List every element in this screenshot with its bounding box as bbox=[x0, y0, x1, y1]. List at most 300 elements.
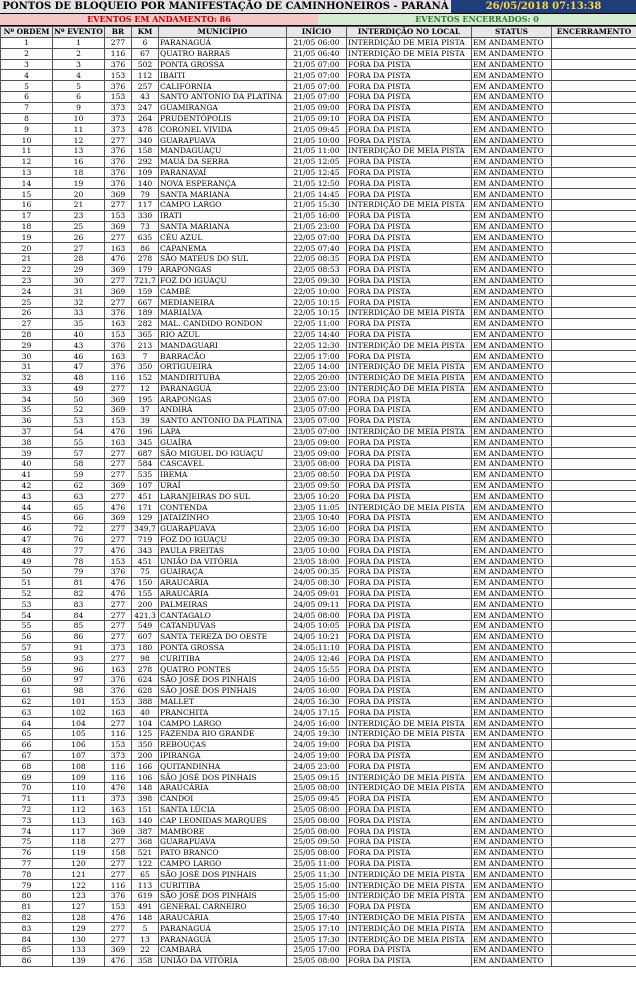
cell-km: 86 bbox=[132, 243, 159, 254]
cell-km: 213 bbox=[132, 340, 159, 351]
cell-evento: 27 bbox=[53, 243, 105, 254]
cell-br: 376 bbox=[105, 675, 132, 686]
table-row bbox=[1, 944, 636, 955]
cell-municipio: PARANAGUÁ bbox=[159, 38, 287, 49]
cell-municipio: PRUDENTÓPOLIS bbox=[159, 113, 287, 124]
cell-status: EM ANDAMENTO bbox=[472, 48, 552, 59]
cell-ordem: 71 bbox=[1, 793, 53, 804]
cell-inicio: 21/05 06:00 bbox=[287, 38, 347, 49]
cell-interdicao: FORA DA PISTA bbox=[347, 815, 472, 826]
cell-ordem: 24 bbox=[1, 286, 53, 297]
cell-inicio: 24/05 16:00 bbox=[287, 718, 347, 729]
header-evento: Nº EVENTO bbox=[54, 27, 103, 36]
cell-municipio: CORONEL VIVIDA bbox=[159, 124, 287, 135]
cell-inicio: 25/05 09:50 bbox=[287, 836, 347, 847]
cell-ordem: 75 bbox=[1, 836, 53, 847]
cell-ordem: 28 bbox=[1, 329, 53, 340]
cell-municipio: PALMEIRAS bbox=[159, 599, 287, 610]
cell-km: 98 bbox=[132, 653, 159, 664]
cell-municipio: CANDOI bbox=[159, 793, 287, 804]
cell-status: EM ANDAMENTO bbox=[472, 286, 552, 297]
cell-evento: 40 bbox=[53, 329, 105, 340]
cell-status: EM ANDAMENTO bbox=[472, 361, 552, 372]
cell-status: EM ANDAMENTO bbox=[472, 459, 552, 470]
cell-status: EM ANDAMENTO bbox=[472, 318, 552, 329]
table-row bbox=[1, 847, 636, 858]
cell-inicio: 25/05 11:00 bbox=[287, 858, 347, 869]
cell-interdicao: FORA DA PISTA bbox=[347, 534, 472, 545]
cell-inicio: 24/05 16:30 bbox=[287, 696, 347, 707]
cell-interdicao: FORA DA PISTA bbox=[347, 545, 472, 556]
cell-inicio: 23/05 11:05 bbox=[287, 502, 347, 513]
cell-encerramento bbox=[552, 264, 636, 275]
cell-interdicao: FORA DA PISTA bbox=[347, 70, 472, 81]
cell-br: 277 bbox=[105, 297, 132, 308]
cell-inicio: 21/05 07:00 bbox=[287, 91, 347, 102]
cell-municipio: REBOUÇAS bbox=[159, 739, 287, 750]
cell-br: 153 bbox=[105, 415, 132, 426]
cell-municipio: SANTA LÚCIA bbox=[159, 804, 287, 815]
cell-inicio: 24/05 08:30 bbox=[287, 577, 347, 588]
cell-ordem: 5 bbox=[1, 81, 53, 92]
cell-km: 195 bbox=[132, 394, 159, 405]
table-row bbox=[1, 415, 636, 426]
cell-interdicao: FORA DA PISTA bbox=[347, 610, 472, 621]
cell-municipio: FAZENDA RIO GRANDE bbox=[159, 729, 287, 740]
table-row bbox=[1, 178, 636, 189]
cell-encerramento bbox=[552, 415, 636, 426]
cell-br: 369 bbox=[105, 944, 132, 955]
cell-br: 277 bbox=[105, 275, 132, 286]
cell-encerramento bbox=[552, 610, 636, 621]
cell-municipio: ARAUCÁRIA bbox=[159, 577, 287, 588]
cell-status: EM ANDAMENTO bbox=[472, 826, 552, 837]
cell-ordem: 14 bbox=[1, 178, 53, 189]
cell-km: 148 bbox=[132, 782, 159, 793]
cell-km: 584 bbox=[132, 459, 159, 470]
cell-status: EM ANDAMENTO bbox=[472, 675, 552, 686]
cell-status: EM ANDAMENTO bbox=[472, 448, 552, 459]
cell-ordem: 69 bbox=[1, 772, 53, 783]
cell-km: 549 bbox=[132, 621, 159, 632]
cell-encerramento bbox=[552, 513, 636, 524]
cell-municipio: FOZ DO IGUAÇU bbox=[159, 275, 287, 286]
cell-ordem: 4 bbox=[1, 70, 53, 81]
cell-inicio: 24/05 12:46 bbox=[287, 653, 347, 664]
cell-br: 376 bbox=[105, 156, 132, 167]
cell-encerramento bbox=[552, 383, 636, 394]
cell-municipio: CÉU AZUL bbox=[159, 232, 287, 243]
cell-interdicao: FORA DA PISTA bbox=[347, 955, 472, 966]
cell-municipio: QUATRO BARRAS bbox=[159, 48, 287, 59]
report-datetime: 26/05/2018 07:13:38 bbox=[451, 0, 636, 13]
cell-ordem: 39 bbox=[1, 448, 53, 459]
cell-status: EM ANDAMENTO bbox=[472, 232, 552, 243]
cell-inicio: 22/05 14:00 bbox=[287, 361, 347, 372]
cell-br: 153 bbox=[105, 210, 132, 221]
cell-interdicao: FORA DA PISTA bbox=[347, 469, 472, 480]
cell-municipio: CAMPO LARGO bbox=[159, 718, 287, 729]
cell-br: 369 bbox=[105, 286, 132, 297]
cell-br: 369 bbox=[105, 826, 132, 837]
cell-interdicao: FORA DA PISTA bbox=[347, 448, 472, 459]
cell-status: EM ANDAMENTO bbox=[472, 955, 552, 966]
cell-evento: 23 bbox=[53, 210, 105, 221]
cell-br: 163 bbox=[105, 318, 132, 329]
cell-interdicao: INTERDIÇÃO DE MEIA PISTA bbox=[347, 502, 472, 513]
cell-km: 388 bbox=[132, 696, 159, 707]
cell-km: 179 bbox=[132, 264, 159, 275]
events-table bbox=[0, 26, 636, 967]
cell-ordem: 35 bbox=[1, 405, 53, 416]
cell-br: 277 bbox=[105, 858, 132, 869]
cell-municipio: BARRACÃO bbox=[159, 351, 287, 362]
cell-status: EM ANDAMENTO bbox=[472, 297, 552, 308]
cell-ordem: 18 bbox=[1, 221, 53, 232]
cell-evento: 139 bbox=[53, 955, 105, 966]
cell-br: 376 bbox=[105, 167, 132, 178]
cell-municipio: CONTENDA bbox=[159, 502, 287, 513]
cell-encerramento bbox=[552, 556, 636, 567]
cell-interdicao: FORA DA PISTA bbox=[347, 59, 472, 70]
cell-inicio: 21/05 15:30 bbox=[287, 199, 347, 210]
cell-inicio: 24/05 10:21 bbox=[287, 631, 347, 642]
cell-inicio: 23/05 10:00 bbox=[287, 545, 347, 556]
cell-km: 368 bbox=[132, 836, 159, 847]
cell-encerramento bbox=[552, 836, 636, 847]
cell-evento: 102 bbox=[53, 707, 105, 718]
cell-evento: 79 bbox=[53, 567, 105, 578]
cell-municipio: CAPANEMA bbox=[159, 243, 287, 254]
cell-ordem: 54 bbox=[1, 610, 53, 621]
cell-municipio: IBAITI bbox=[159, 70, 287, 81]
cell-br: 277 bbox=[105, 448, 132, 459]
cell-encerramento bbox=[552, 707, 636, 718]
cell-evento: 32 bbox=[53, 297, 105, 308]
table-row bbox=[1, 491, 636, 502]
cell-inicio: 23/05 10:40 bbox=[287, 513, 347, 524]
cell-ordem: 62 bbox=[1, 696, 53, 707]
cell-evento: 6 bbox=[53, 91, 105, 102]
cell-interdicao: FORA DA PISTA bbox=[347, 642, 472, 653]
table-row bbox=[1, 923, 636, 934]
cell-municipio: URAÍ bbox=[159, 480, 287, 491]
cell-br: 277 bbox=[105, 459, 132, 470]
table-row bbox=[1, 210, 636, 221]
cell-evento: 4 bbox=[53, 70, 105, 81]
cell-br: 476 bbox=[105, 577, 132, 588]
cell-evento: 13 bbox=[53, 145, 105, 156]
cell-km: 117 bbox=[132, 199, 159, 210]
cell-km: 624 bbox=[132, 675, 159, 686]
cell-interdicao: FORA DA PISTA bbox=[347, 189, 472, 200]
cell-evento: 86 bbox=[53, 631, 105, 642]
cell-br: 376 bbox=[105, 307, 132, 318]
cell-inicio: 23/05 07:00 bbox=[287, 426, 347, 437]
cell-interdicao: FORA DA PISTA bbox=[347, 847, 472, 858]
cell-status: EM ANDAMENTO bbox=[472, 610, 552, 621]
cell-evento: 52 bbox=[53, 405, 105, 416]
cell-br: 153 bbox=[105, 329, 132, 340]
cell-encerramento bbox=[552, 145, 636, 156]
cell-inicio: 24/05 09:11 bbox=[287, 599, 347, 610]
cell-km: 73 bbox=[132, 221, 159, 232]
cell-evento: 82 bbox=[53, 588, 105, 599]
cell-km: 12 bbox=[132, 383, 159, 394]
cell-encerramento bbox=[552, 156, 636, 167]
cell-interdicao: FORA DA PISTA bbox=[347, 696, 472, 707]
table-row bbox=[1, 426, 636, 437]
table-row bbox=[1, 437, 636, 448]
cell-ordem: 53 bbox=[1, 599, 53, 610]
cell-status: EM ANDAMENTO bbox=[472, 199, 552, 210]
cell-status: EM ANDAMENTO bbox=[472, 145, 552, 156]
cell-encerramento bbox=[552, 567, 636, 578]
table-row bbox=[1, 340, 636, 351]
cell-br: 116 bbox=[105, 772, 132, 783]
table-row bbox=[1, 577, 636, 588]
cell-br: 116 bbox=[105, 372, 132, 383]
cell-evento: 117 bbox=[53, 826, 105, 837]
cell-encerramento bbox=[552, 826, 636, 837]
cell-km: 75 bbox=[132, 567, 159, 578]
cell-interdicao: INTERDIÇÃO DE MEIA PISTA bbox=[347, 340, 472, 351]
cell-inicio: 23/05 07:00 bbox=[287, 415, 347, 426]
cell-km: 278 bbox=[132, 253, 159, 264]
cell-km: 13 bbox=[132, 934, 159, 945]
cell-interdicao: FORA DA PISTA bbox=[347, 513, 472, 524]
cell-ordem: 30 bbox=[1, 351, 53, 362]
cell-status: EM ANDAMENTO bbox=[472, 923, 552, 934]
cell-status: EM ANDAMENTO bbox=[472, 426, 552, 437]
cell-encerramento bbox=[552, 372, 636, 383]
table-row bbox=[1, 221, 636, 232]
cell-status: EM ANDAMENTO bbox=[472, 869, 552, 880]
cell-inicio: 21/05 14:45 bbox=[287, 189, 347, 200]
cell-encerramento bbox=[552, 599, 636, 610]
cell-inicio: 22/05 11:00 bbox=[287, 318, 347, 329]
cell-encerramento bbox=[552, 286, 636, 297]
cell-inicio: 22/05 09:30 bbox=[287, 534, 347, 545]
cell-interdicao: FORA DA PISTA bbox=[347, 102, 472, 113]
cell-status: EM ANDAMENTO bbox=[472, 329, 552, 340]
cell-interdicao: FORA DA PISTA bbox=[347, 275, 472, 286]
cell-br: 476 bbox=[105, 253, 132, 264]
cell-status: EM ANDAMENTO bbox=[472, 167, 552, 178]
cell-inicio: 24/05 19:30 bbox=[287, 729, 347, 740]
table-row bbox=[1, 912, 636, 923]
cell-evento: 111 bbox=[53, 793, 105, 804]
cell-km: 125 bbox=[132, 729, 159, 740]
cell-municipio: UNIÃO DA VITÓRIA bbox=[159, 955, 287, 966]
cell-status: EM ANDAMENTO bbox=[472, 761, 552, 772]
cell-status: EM ANDAMENTO bbox=[472, 502, 552, 513]
cell-inicio: 23/05 08:50 bbox=[287, 469, 347, 480]
cell-interdicao: FORA DA PISTA bbox=[347, 836, 472, 847]
cell-municipio: CURITIBA bbox=[159, 653, 287, 664]
table-row bbox=[1, 782, 636, 793]
cell-br: 277 bbox=[105, 934, 132, 945]
cell-km: 278 bbox=[132, 664, 159, 675]
cell-inicio: 23/05 10:20 bbox=[287, 491, 347, 502]
cell-evento: 43 bbox=[53, 340, 105, 351]
table-row bbox=[1, 750, 636, 761]
cell-evento: 11 bbox=[53, 124, 105, 135]
cell-municipio: CANTAGALO bbox=[159, 610, 287, 621]
cell-interdicao: FORA DA PISTA bbox=[347, 631, 472, 642]
header-ordem: Nº ORDEM bbox=[1, 27, 53, 38]
table-row bbox=[1, 329, 636, 340]
cell-km: 5 bbox=[132, 923, 159, 934]
cell-evento: 81 bbox=[53, 577, 105, 588]
cell-interdicao: FORA DA PISTA bbox=[347, 944, 472, 955]
cell-br: 476 bbox=[105, 912, 132, 923]
cell-br: 476 bbox=[105, 545, 132, 556]
cell-km: 65 bbox=[132, 869, 159, 880]
cell-ordem: 79 bbox=[1, 880, 53, 891]
cell-municipio: SÃO JOSÉ DOS PINHAIS bbox=[159, 685, 287, 696]
cell-encerramento bbox=[552, 232, 636, 243]
cell-inicio: 24/05 15:55 bbox=[287, 664, 347, 675]
cell-inicio: 21/05 16:00 bbox=[287, 210, 347, 221]
cell-ordem: 47 bbox=[1, 534, 53, 545]
cell-inicio: 22/05 08:35 bbox=[287, 253, 347, 264]
cell-inicio: 23/05 16:00 bbox=[287, 523, 347, 534]
cell-ordem: 82 bbox=[1, 912, 53, 923]
cell-br: 277 bbox=[105, 923, 132, 934]
table-row bbox=[1, 145, 636, 156]
cell-br: 476 bbox=[105, 502, 132, 513]
cell-interdicao: FORA DA PISTA bbox=[347, 221, 472, 232]
cell-km: 200 bbox=[132, 599, 159, 610]
cell-evento: 9 bbox=[53, 102, 105, 113]
cell-status: EM ANDAMENTO bbox=[472, 38, 552, 49]
cell-ordem: 85 bbox=[1, 944, 53, 955]
table-row bbox=[1, 372, 636, 383]
cell-encerramento bbox=[552, 523, 636, 534]
cell-status: EM ANDAMENTO bbox=[472, 135, 552, 146]
cell-interdicao: FORA DA PISTA bbox=[347, 124, 472, 135]
cell-br: 376 bbox=[105, 890, 132, 901]
table-row bbox=[1, 383, 636, 394]
cell-ordem: 52 bbox=[1, 588, 53, 599]
table-row bbox=[1, 243, 636, 254]
table-row bbox=[1, 696, 636, 707]
cell-inicio: 23/05 07:00 bbox=[287, 394, 347, 405]
cell-br: 277 bbox=[105, 718, 132, 729]
cell-status: EM ANDAMENTO bbox=[472, 394, 552, 405]
cell-ordem: 7 bbox=[1, 102, 53, 113]
cell-status: EM ANDAMENTO bbox=[472, 491, 552, 502]
cell-km: 349,7 bbox=[132, 523, 159, 534]
cell-br: 373 bbox=[105, 124, 132, 135]
cell-br: 277 bbox=[105, 232, 132, 243]
cell-interdicao: FORA DA PISTA bbox=[347, 113, 472, 124]
cell-encerramento bbox=[552, 718, 636, 729]
status-row bbox=[0, 14, 636, 26]
cell-encerramento bbox=[552, 955, 636, 966]
cell-br: 163 bbox=[105, 804, 132, 815]
cell-evento: 128 bbox=[53, 912, 105, 923]
cell-br: 376 bbox=[105, 685, 132, 696]
cell-evento: 113 bbox=[53, 815, 105, 826]
cell-km: 292 bbox=[132, 156, 159, 167]
cell-br: 277 bbox=[105, 523, 132, 534]
cell-status: EM ANDAMENTO bbox=[472, 264, 552, 275]
cell-encerramento bbox=[552, 70, 636, 81]
cell-ordem: 13 bbox=[1, 167, 53, 178]
cell-ordem: 64 bbox=[1, 718, 53, 729]
cell-inicio: 23/05 09:00 bbox=[287, 437, 347, 448]
report-title: PONTOS DE BLOQUEIO POR MANIFESTAÇÃO DE CAMINHONEIROS - PARANÁ bbox=[0, 0, 451, 13]
cell-evento: 26 bbox=[53, 232, 105, 243]
cell-km: 158 bbox=[132, 145, 159, 156]
cell-status: EM ANDAMENTO bbox=[472, 480, 552, 491]
cell-encerramento bbox=[552, 664, 636, 675]
cell-km: 67 bbox=[132, 48, 159, 59]
cell-evento: 104 bbox=[53, 718, 105, 729]
cell-km: 155 bbox=[132, 588, 159, 599]
cell-inicio: 22/05 09:30 bbox=[287, 275, 347, 286]
cell-encerramento bbox=[552, 210, 636, 221]
cell-evento: 25 bbox=[53, 221, 105, 232]
cell-interdicao: FORA DA PISTA bbox=[347, 232, 472, 243]
cell-evento: 66 bbox=[53, 513, 105, 524]
table-row bbox=[1, 761, 636, 772]
cell-inicio: 24/05 23:00 bbox=[287, 761, 347, 772]
cell-interdicao: FORA DA PISTA bbox=[347, 653, 472, 664]
cell-status: EM ANDAMENTO bbox=[472, 890, 552, 901]
cell-interdicao: INTERDIÇÃO DE MEIA PISTA bbox=[347, 880, 472, 891]
cell-ordem: 42 bbox=[1, 480, 53, 491]
cell-inicio: 22/05 10:00 bbox=[287, 286, 347, 297]
cell-km: 340 bbox=[132, 135, 159, 146]
cell-encerramento bbox=[552, 621, 636, 632]
cell-municipio: ARAUCÁRIA bbox=[159, 912, 287, 923]
cell-ordem: 80 bbox=[1, 890, 53, 901]
cell-br: 153 bbox=[105, 901, 132, 912]
table-row bbox=[1, 156, 636, 167]
table-row bbox=[1, 739, 636, 750]
cell-br: 153 bbox=[105, 70, 132, 81]
cell-municipio: CASCAVEL bbox=[159, 459, 287, 470]
cell-evento: 118 bbox=[53, 836, 105, 847]
cell-inicio: 22/05 14:40 bbox=[287, 329, 347, 340]
cell-encerramento bbox=[552, 901, 636, 912]
cell-status: EM ANDAMENTO bbox=[472, 307, 552, 318]
cell-interdicao: FORA DA PISTA bbox=[347, 286, 472, 297]
cell-interdicao: FORA DA PISTA bbox=[347, 243, 472, 254]
cell-br: 277 bbox=[105, 869, 132, 880]
cell-br: 376 bbox=[105, 567, 132, 578]
cell-interdicao: FORA DA PISTA bbox=[347, 621, 472, 632]
cell-ordem: 81 bbox=[1, 901, 53, 912]
cell-interdicao: FORA DA PISTA bbox=[347, 253, 472, 264]
cell-interdicao: FORA DA PISTA bbox=[347, 599, 472, 610]
eventos-encerrados-label: EVENTOS ENCERRADOS: 0 bbox=[318, 14, 636, 25]
cell-status: EM ANDAMENTO bbox=[472, 156, 552, 167]
cell-km: 104 bbox=[132, 718, 159, 729]
cell-municipio: MAMBORE bbox=[159, 826, 287, 837]
cell-inicio: 21/05 12:05 bbox=[287, 156, 347, 167]
cell-inicio: 22/05 07:40 bbox=[287, 243, 347, 254]
cell-status: EM ANDAMENTO bbox=[472, 178, 552, 189]
cell-interdicao: INTERDIÇÃO DE MEIA PISTA bbox=[347, 383, 472, 394]
cell-encerramento bbox=[552, 91, 636, 102]
cell-municipio: GUAÍRA bbox=[159, 437, 287, 448]
cell-encerramento bbox=[552, 642, 636, 653]
table-row bbox=[1, 901, 636, 912]
